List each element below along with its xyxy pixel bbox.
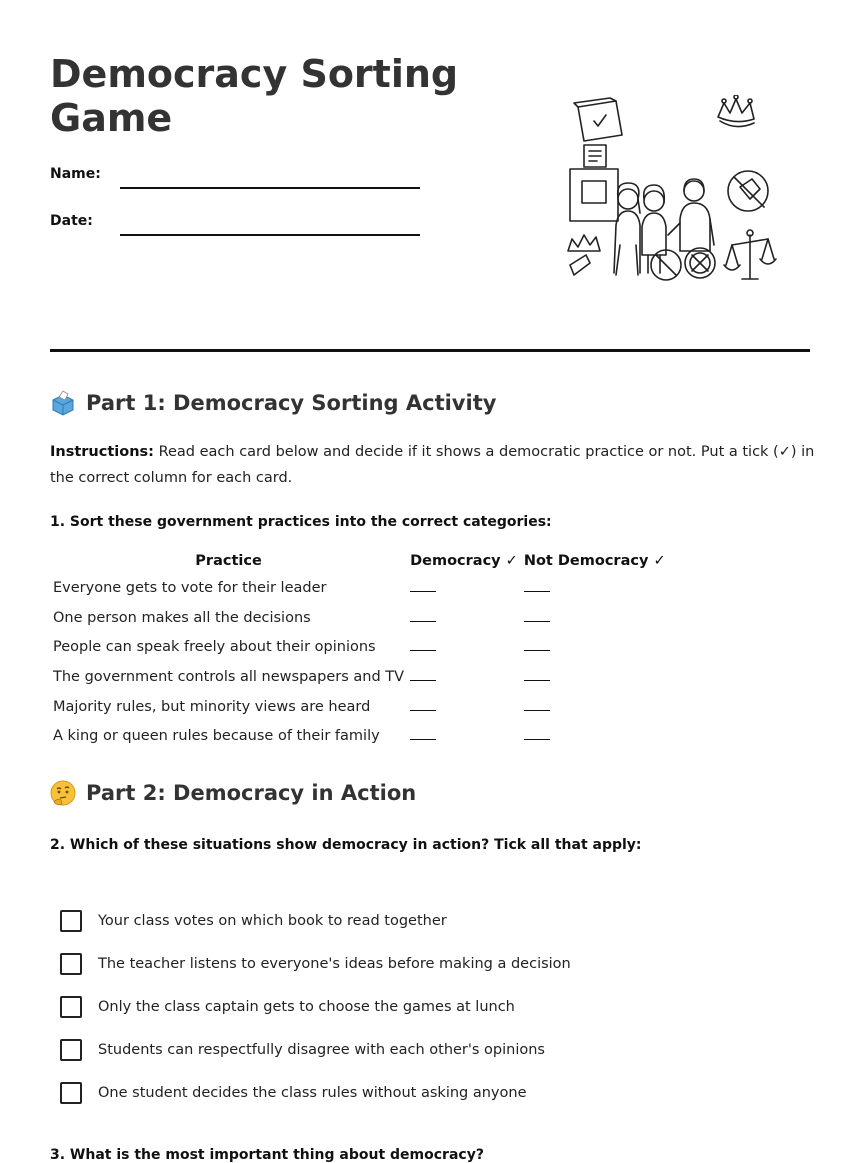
people-icon — [614, 179, 714, 275]
democracy-illustration — [560, 95, 780, 290]
answer-line — [524, 642, 550, 651]
table-header-row — [50, 549, 669, 573]
practice-cell: One person makes all the decisions — [53, 609, 311, 626]
answer-line — [410, 613, 436, 622]
instructions-paragraph — [50, 439, 820, 491]
answer-line — [524, 731, 550, 740]
part2-heading-text: Part 2: Democracy in Action — [86, 781, 417, 805]
table-row — [50, 603, 669, 633]
name-label: Name: — [50, 166, 101, 182]
question-3: 3. What is the most important thing about democracy? — [50, 1147, 484, 1163]
broken-crown-icon — [568, 171, 768, 275]
answer-line — [524, 613, 550, 622]
worksheet-title: Democracy Sorting Game — [50, 52, 459, 140]
sorting-table — [50, 549, 669, 751]
date-label: Date: — [50, 213, 93, 229]
democracy-answer-blank[interactable] — [407, 603, 521, 633]
not-democracy-answer-blank[interactable] — [521, 603, 669, 633]
democracy-answer-blank[interactable] — [407, 573, 521, 603]
situation-checklist — [60, 899, 571, 1114]
table-row — [50, 573, 669, 603]
democracy-answer-blank[interactable] — [407, 632, 521, 662]
instructions-text: Read each card below and decide if it shows a democratic practice or not. Put a tick (✓) in the correct column for each card. — [50, 444, 815, 486]
crown-icon — [718, 95, 754, 127]
checklist-item[interactable] — [60, 942, 571, 985]
instructions-label: Instructions: — [50, 444, 154, 460]
date-field[interactable] — [120, 234, 420, 236]
checklist-item[interactable] — [60, 899, 571, 942]
section-divider — [50, 349, 810, 352]
column-header-not-democracy: Not Democracy ✓ — [523, 553, 666, 569]
table-row — [50, 721, 669, 751]
democracy-answer-blank[interactable] — [407, 662, 521, 692]
democracy-answer-blank[interactable] — [407, 721, 521, 751]
answer-line — [410, 642, 436, 651]
not-democracy-answer-blank[interactable] — [521, 573, 669, 603]
part1-heading — [50, 390, 496, 416]
table-row — [50, 632, 669, 662]
checklist-item-label: Only the class captain gets to choose the games at lunch — [98, 998, 515, 1015]
answer-line — [524, 583, 550, 592]
answer-line — [410, 731, 436, 740]
checklist-item[interactable] — [60, 985, 571, 1028]
question-2: 2. Which of these situations show democracy in action? Tick all that apply: — [50, 837, 642, 853]
checklist-item[interactable] — [60, 1028, 571, 1071]
table-row — [50, 662, 669, 692]
scales-icon — [724, 230, 776, 279]
checklist-item-label: The teacher listens to everyone's ideas before making a decision — [98, 955, 571, 972]
checkbox[interactable] — [60, 996, 82, 1018]
checkbox[interactable] — [60, 910, 82, 932]
name-field[interactable] — [120, 187, 420, 189]
checkbox[interactable] — [60, 1039, 82, 1061]
practice-cell: People can speak freely about their opinions — [53, 639, 376, 656]
not-democracy-answer-blank[interactable] — [521, 692, 669, 722]
answer-line — [410, 583, 436, 592]
thinking-face-icon — [50, 780, 76, 806]
checklist-item[interactable] — [60, 1071, 571, 1114]
practice-cell: Majority rules, but minority views are heard — [53, 698, 371, 715]
answer-line — [410, 672, 436, 681]
column-header-democracy: Democracy ✓ — [410, 553, 518, 569]
not-democracy-answer-blank[interactable] — [521, 721, 669, 751]
ballot-box-icon — [570, 98, 622, 221]
checkbox[interactable] — [60, 953, 82, 975]
practice-cell: The government controls all newspapers and TV — [53, 668, 405, 685]
column-header-practice: Practice — [195, 553, 262, 569]
ballot-box-icon — [50, 390, 76, 416]
answer-line — [410, 702, 436, 711]
democracy-answer-blank[interactable] — [407, 692, 521, 722]
checklist-item-label: Students can respectfully disagree with each other's opinions — [98, 1041, 545, 1058]
practice-cell: Everyone gets to vote for their leader — [53, 579, 327, 596]
not-democracy-answer-blank[interactable] — [521, 632, 669, 662]
checklist-item-label: Your class votes on which book to read together — [98, 912, 447, 929]
table-row — [50, 692, 669, 722]
practice-cell: A king or queen rules because of their family — [53, 728, 380, 745]
part2-heading — [50, 780, 416, 806]
answer-line — [524, 702, 550, 711]
checklist-item-label: One student decides the class rules without asking anyone — [98, 1084, 527, 1101]
not-democracy-answer-blank[interactable] — [521, 662, 669, 692]
checkbox[interactable] — [60, 1082, 82, 1104]
part1-heading-text: Part 1: Democracy Sorting Activity — [86, 391, 497, 415]
answer-line — [524, 672, 550, 681]
question-1: 1. Sort these government practices into the correct categories: — [50, 514, 552, 530]
